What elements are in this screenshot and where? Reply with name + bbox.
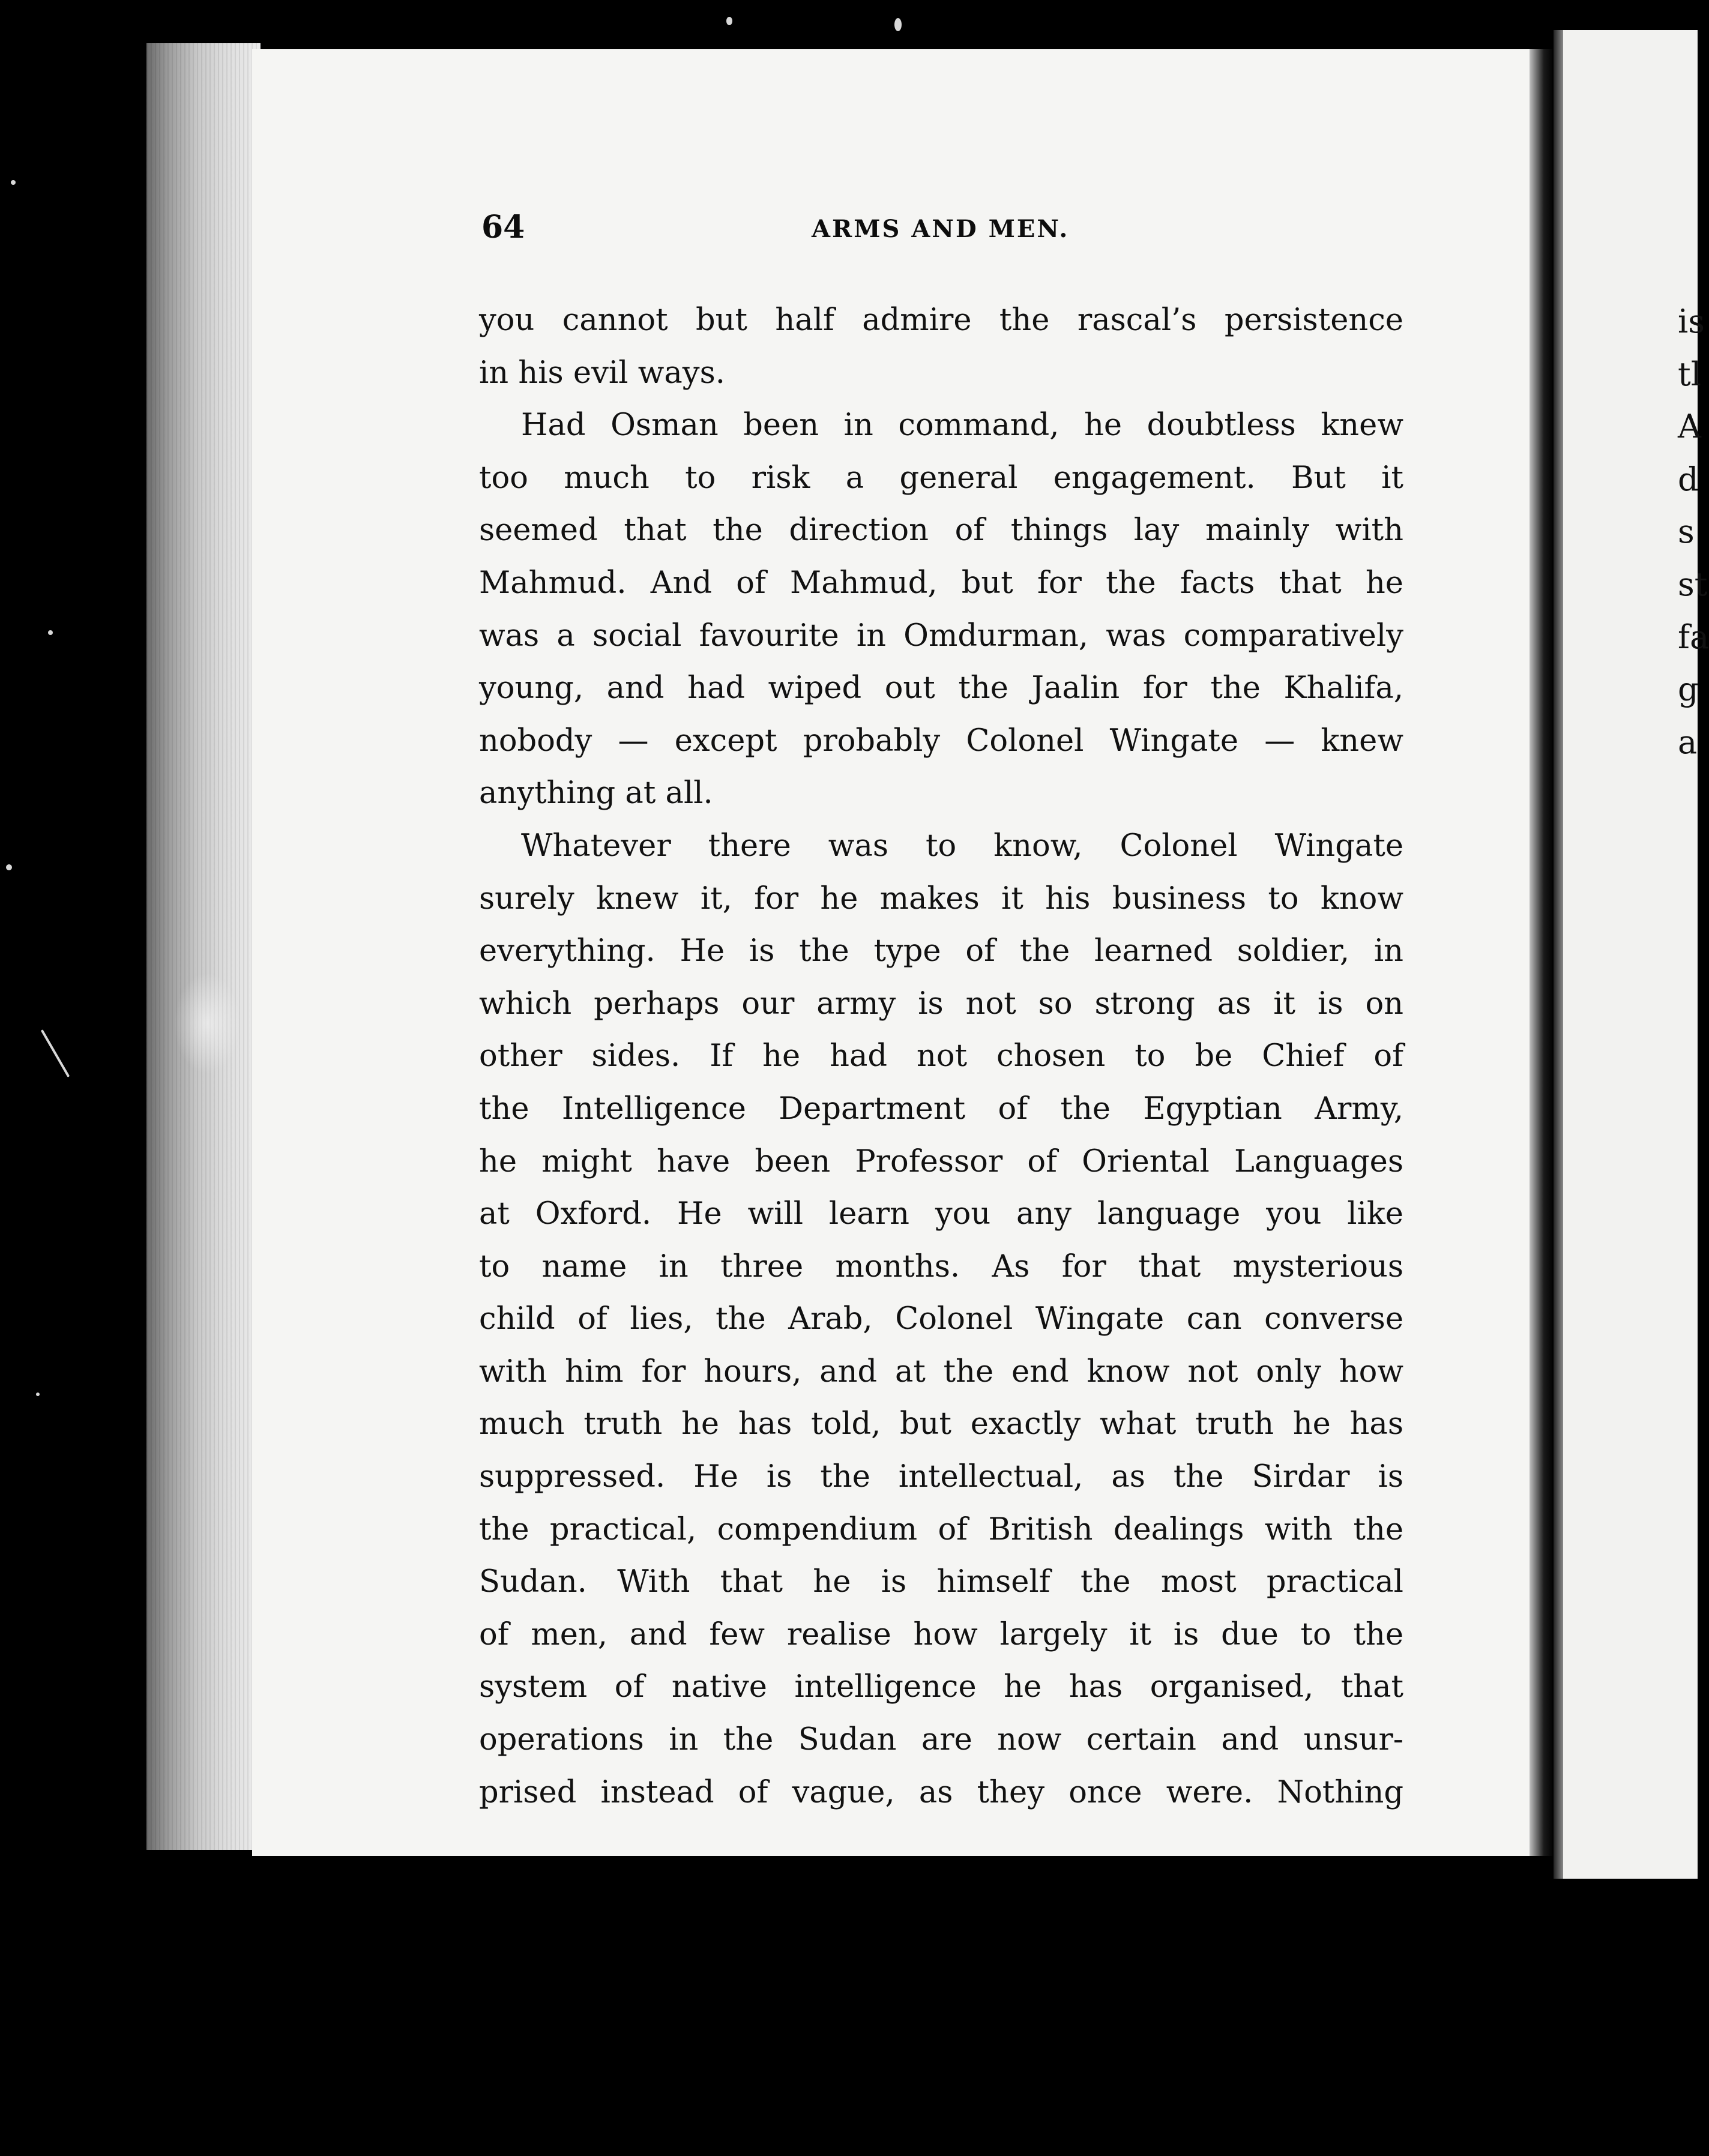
next-page-fragment: d [1678, 460, 1699, 498]
text-line: suppressed. He is the intellectual, as the Sirdar is [479, 1459, 1403, 1495]
text-line: system of native intelligence he has organised, that [479, 1669, 1403, 1705]
text-line: Whatever there was to know, Colonel Wingate [521, 828, 1403, 864]
page-number: 64 [481, 209, 525, 245]
text-line: with him for hours, and at the end know not only how [479, 1354, 1403, 1390]
text-line: of men, and few realise how largely it is due to the [479, 1616, 1403, 1652]
dust-speck [48, 630, 53, 635]
text-line: which perhaps our army is not so strong as it is on [479, 986, 1403, 1022]
text-line: at Oxford. He will learn you any language you like [479, 1196, 1403, 1232]
page-stain [174, 972, 240, 1074]
text-line: he might have been Professor of Oriental Languages [479, 1143, 1403, 1179]
text-line: seemed that the direction of things lay mainly with [479, 513, 1403, 549]
text-line: too much to risk a general engagement. But it [479, 460, 1403, 496]
dust-speck [41, 1029, 70, 1077]
text-line: you cannot but half admire the rascal’s persistence [479, 303, 1403, 338]
next-page-fragment: a [1678, 723, 1698, 761]
text-line: was a social favourite in Omdurman, was comparatively [479, 618, 1403, 654]
text-line: young, and had wiped out the Jaalin for the Khalifa, [479, 670, 1403, 706]
dust-speck [36, 1393, 40, 1396]
book-gutter [1530, 49, 1554, 1856]
text-line: the practical, compendium of British dealings with the [479, 1511, 1403, 1547]
next-page-fragment: is [1678, 303, 1705, 340]
dust-speck [6, 864, 12, 870]
text-line: surely knew it, for he makes it his business to know [479, 881, 1403, 917]
page-header [481, 209, 1403, 257]
text-line: everything. He is the type of the learned soldier, in [479, 933, 1403, 969]
text-line: much truth he has told, but exactly what truth he has [479, 1406, 1403, 1442]
text-line: in his evil ways. [479, 355, 725, 391]
text-line: operations in the Sudan are now certain and unsur- [479, 1722, 1403, 1758]
dust-speck [726, 17, 732, 25]
dust-speck [11, 180, 16, 185]
text-line: Had Osman been in command, he doubtless knew [521, 408, 1403, 444]
text-line: anything at all. [479, 775, 713, 812]
next-page-fragment: g [1678, 670, 1699, 709]
text-line: Sudan. With that he is himself the most practical [479, 1564, 1403, 1600]
running-head: ARMS AND MEN. [812, 215, 1070, 243]
next-page-fragment: A [1678, 408, 1701, 446]
next-page-fragment: fa [1678, 618, 1709, 656]
next-page-fragment: tl [1678, 355, 1701, 393]
text-line: nobody — except probably Colonel Wingate — knew [479, 723, 1403, 759]
text-line: child of lies, the Arab, Colonel Wingate can converse [479, 1301, 1403, 1337]
text-line: the Intelligence Department of the Egyptian Army, [479, 1091, 1403, 1127]
text-line: other sides. If he had not chosen to be Chief of [479, 1038, 1403, 1074]
page-body [479, 294, 1403, 1819]
next-page-fragments [1678, 295, 1709, 768]
next-page-fragment: st [1678, 565, 1708, 603]
page-edges [146, 43, 261, 1850]
text-line: Mahmud. And of Mahmud, but for the facts that he [479, 565, 1403, 601]
next-page-edge [1554, 30, 1563, 1879]
text-line: prised instead of vague, as they once were. Nothing [479, 1774, 1403, 1810]
text-line: to name in three months. As for that mysterious [479, 1248, 1403, 1284]
next-page-fragment: s [1678, 513, 1695, 551]
dust-speck [894, 18, 902, 31]
next-page [1554, 30, 1709, 1879]
